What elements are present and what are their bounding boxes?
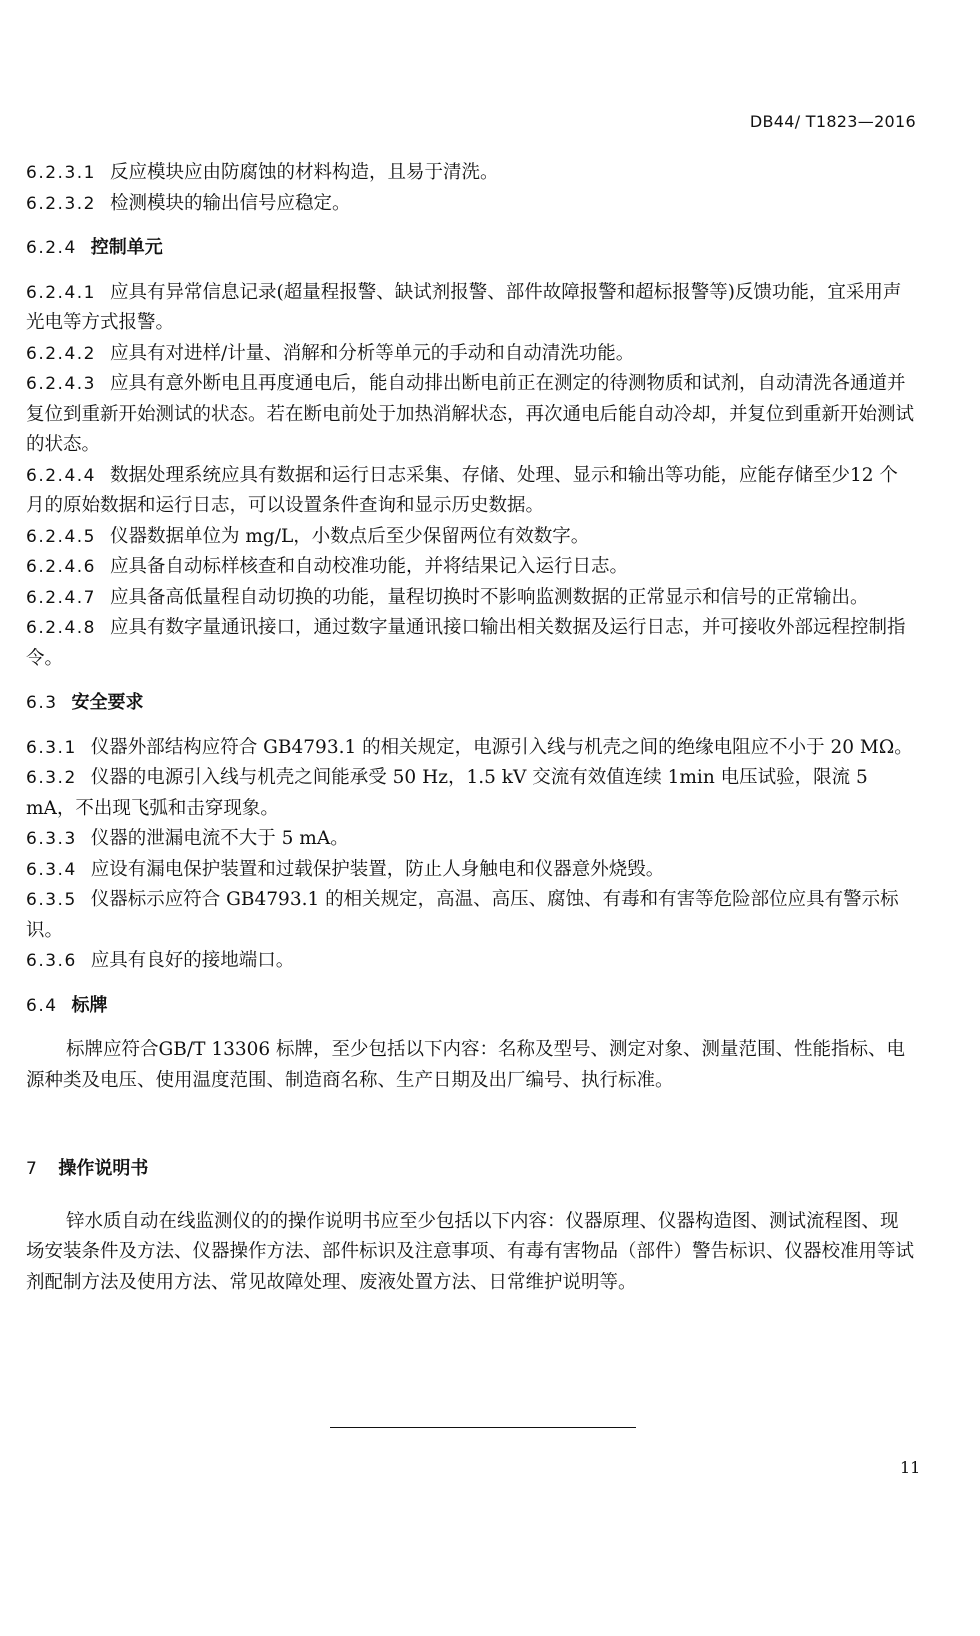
clause-text: 应具有对进样/计量、消解和分析等单元的手动和自动清洗功能。 (109, 342, 635, 364)
clause-text: 应设有漏电保护装置和过载保护装置，防止人身触电和仪器意外烧毁。 (90, 858, 665, 880)
section-heading (26, 233, 916, 264)
clause (26, 158, 916, 189)
clause-text: 应具有良好的接地端口。 (90, 950, 295, 971)
clause (26, 855, 916, 886)
section-heading (26, 688, 916, 719)
clause-text: 应具有意外断电且再度通电后，能自动排出断电前正在测定的待测物质和试剂，自动清洗各通道并复位到重新开始测试的状态。若在断电前处于加热消解状态，再次通电后能自动冷却，并复位到重新开始测试的状态。 (26, 373, 915, 455)
clause-number: 6.2.4.1 (26, 282, 96, 303)
paragraph: 标牌应符合GB/T 13306 标牌，至少包括以下内容：名称及型号、测定对象、测量范围、性能指标、电源种类及电压、使用温度范围、制造商名称、生产日期及出厂编号、执行标准。 (26, 1039, 906, 1091)
clause (26, 733, 916, 764)
clause-text: 数据处理系统应具有数据和运行日志采集、存储、处理、显示和输出等功能，应能存储至少12 个月的原始数据和运行日志，可以设置条件查询和显示历史数据。 (26, 464, 898, 516)
clause (26, 369, 916, 461)
clause-number: 6.2.4.6 (26, 557, 96, 577)
section-title: 标牌 (71, 994, 108, 1016)
clause (26, 824, 916, 855)
page-number: 11 (900, 1458, 921, 1477)
clause (26, 885, 916, 946)
clause-number: 6.2.4.5 (26, 526, 96, 547)
clause (26, 522, 916, 553)
clause-number: 6.3.1 (26, 737, 77, 758)
clause (26, 461, 916, 522)
clause-text: 检测模块的输出信号应稳定。 (109, 192, 351, 214)
clause-number: 6.2.4.4 (26, 465, 96, 486)
clause-number: 6.3.6 (26, 951, 77, 971)
section-heading (26, 1154, 916, 1185)
clause-number: 6.2.4.2 (26, 343, 96, 364)
section-number: 6.4 (26, 995, 58, 1016)
document-code: DB44/ T1823—2016 (749, 112, 916, 131)
clause (26, 763, 916, 824)
clause (26, 583, 916, 614)
clause (26, 552, 916, 583)
clause-text: 仪器标示应符合 GB4793.1 的相关规定，高温、高压、腐蚀、有毒和有害等危险部位应具有警示标识。 (26, 889, 899, 941)
clause-text: 仪器数据单位为 mg/L，小数点后至少保留两位有效数字。 (109, 525, 590, 547)
clause-text: 仪器的泄漏电流不大于 5 mA。 (90, 828, 349, 849)
section-title: 控制单元 (90, 237, 163, 258)
clause-number: 6.3.5 (26, 890, 77, 910)
clause (26, 189, 916, 220)
clause-text: 反应模块应由防腐蚀的材料构造，且易于清洗。 (109, 162, 499, 183)
section-title: 安全要求 (71, 692, 144, 713)
clause (26, 946, 916, 977)
clause (26, 339, 916, 370)
clause (26, 278, 916, 339)
clause-text: 仪器的电源引入线与机壳之间能承受 50 Hz，1.5 kV 交流有效值连续 1min 电压试验，限流 5 mA，不出现飞弧和击穿现象。 (26, 767, 868, 819)
clause-text: 应具有数字量通讯接口，通过数字量通讯接口输出相关数据及运行日志，并可接收外部远程控制指令。 (26, 617, 906, 669)
section-number: 6.2.4 (26, 238, 77, 258)
end-rule (330, 1427, 636, 1428)
clause (26, 613, 916, 674)
clause-number: 6.3.2 (26, 768, 77, 788)
clause-number: 6.2.4.3 (26, 374, 96, 394)
section-number: 7 (26, 1159, 39, 1179)
section-number: 6.3 (26, 693, 58, 713)
clause-text: 应具备高低量程自动切换的功能，量程切换时不影响监测数据的正常显示和信号的正常输出。 (109, 586, 869, 608)
clause-number: 6.2.4.7 (26, 587, 96, 608)
section-heading (26, 991, 916, 1022)
clause-number: 6.2.3.2 (26, 193, 96, 214)
section-title: 操作说明书 (58, 1158, 149, 1179)
clause-number: 6.3.4 (26, 859, 77, 880)
clause-number: 6.3.3 (26, 829, 77, 849)
document-body (26, 158, 916, 1298)
clause-text: 仪器外部结构应符合 GB4793.1 的相关规定，电源引入线与机壳之间的绝缘电阻应不小于 20 MΩ。 (90, 736, 913, 758)
clause-number: 6.2.3.1 (26, 163, 96, 183)
clause-number: 6.2.4.8 (26, 618, 96, 638)
clause-text: 应具有异常信息记录(超量程报警、缺试剂报警、部件故障报警和超标报警等)反馈功能，宜采用声光电等方式报警。 (26, 281, 902, 333)
clause-text: 应具备自动标样核查和自动校准功能，并将结果记入运行日志。 (109, 556, 628, 577)
paragraph: 锌水质自动在线监测仪的的操作说明书应至少包括以下内容：仪器原理、仪器构造图、测试流程图、现场安装条件及方法、仪器操作方法、部件标识及注意事项、有毒有害物品（部件）警告标识、仪器校准用等试剂配制方法及使用方法、常见故障处理、废液处置方法、日常维护说明等。 (26, 1210, 915, 1293)
